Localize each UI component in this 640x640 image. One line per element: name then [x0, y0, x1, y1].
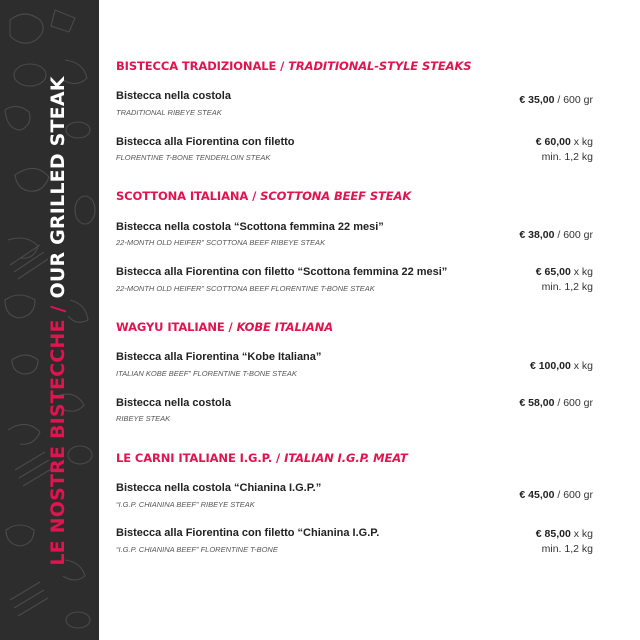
title-separator: /	[47, 305, 69, 313]
menu-item-name: Bistecca alla Fiorentina “Kobe Italiana”	[116, 351, 322, 363]
section-header-wagyu	[116, 320, 333, 334]
price-unit: / 600 gr	[554, 229, 593, 241]
section-header-scottona	[116, 189, 411, 203]
section-title-en: KOBE ITALIANA	[236, 320, 334, 334]
menu-item-price	[519, 94, 593, 106]
section-title-it: BISTECCA TRADIZIONALE	[116, 59, 277, 73]
menu-item-description: “I.G.P. CHIANINA BEEF” RIBEYE STEAK	[116, 500, 255, 509]
menu-item-description: 22-MONTH OLD HEIFER” SCOTTONA BEEF FLORENTINE T-BONE STEAK	[116, 284, 375, 293]
menu-item-price	[536, 528, 593, 540]
menu-item-name: Bistecca nella costola “Scottona femmina 22 mesi”	[116, 221, 384, 233]
price-value: € 35,00	[519, 94, 555, 106]
menu-item-price	[519, 489, 593, 501]
price-unit: / 600 gr	[554, 489, 593, 501]
menu-item-description: FLORENTINE T-BONE TENDERLOIN STEAK	[116, 153, 271, 162]
price-unit: / 600 gr	[554, 94, 593, 106]
menu-item-name: Bistecca nella costola	[116, 90, 231, 102]
section-title-en: ITALIAN I.G.P. MEAT	[284, 451, 408, 465]
section-title-it: WAGYU ITALIANE	[116, 320, 225, 334]
price-unit: x kg	[570, 266, 593, 278]
menu-item-minimum: min. 1,2 kg	[541, 543, 593, 555]
price-value: € 85,00	[535, 528, 571, 540]
menu-item-price	[530, 360, 593, 372]
price-value: € 38,00	[519, 229, 555, 241]
price-value: € 65,00	[535, 266, 571, 278]
menu-item-description: ITALIAN KOBE BEEF” FLORENTINE T-BONE STEAK	[116, 369, 297, 378]
menu-item-name: Bistecca nella costola “Chianina I.G.P.”	[116, 482, 322, 494]
section-header-traditional	[116, 59, 471, 73]
menu-item-price	[519, 229, 593, 241]
title-english: OUR GRILLED STEAK	[47, 76, 69, 299]
menu-item-description: TRADITIONAL RIBEYE STEAK	[116, 108, 222, 117]
price-unit: x kg	[570, 528, 593, 540]
menu-item-minimum: min. 1,2 kg	[541, 151, 593, 163]
menu-item-description: RIBEYE STEAK	[116, 414, 171, 423]
price-value: € 45,00	[519, 489, 555, 501]
menu-item-description: 22-MONTH OLD HEIFER” SCOTTONA BEEF RIBEYE STEAK	[116, 238, 326, 247]
section-header-igp	[116, 451, 408, 465]
menu-item-name: Bistecca alla Fiorentina con filetto “Chianina I.G.P.	[116, 527, 380, 539]
menu-item-name: Bistecca alla Fiorentina con filetto	[116, 136, 295, 148]
section-title-en: SCOTTONA BEEF STEAK	[260, 189, 412, 203]
menu-item-price	[536, 266, 593, 278]
title-italian: LE NOSTRE BISTECCHE	[47, 319, 69, 566]
price-unit: / 600 gr	[554, 397, 593, 409]
section-separator: /	[224, 320, 237, 334]
section-title-it: LE CARNI ITALIANE I.G.P.	[116, 451, 273, 465]
section-title-it: SCOTTONA ITALIANA	[116, 189, 249, 203]
price-value: € 60,00	[535, 136, 571, 148]
price-value: € 58,00	[519, 397, 555, 409]
section-separator: /	[248, 189, 261, 203]
price-unit: x kg	[570, 360, 593, 372]
menu-item-name: Bistecca nella costola	[116, 397, 231, 409]
price-unit: x kg	[570, 136, 593, 148]
menu-item-minimum: min. 1,2 kg	[541, 281, 593, 293]
section-separator: /	[276, 59, 289, 73]
vertical-page-title	[47, 76, 69, 565]
menu-item-name: Bistecca alla Fiorentina con filetto “Scottona femmina 22 mesi”	[116, 266, 448, 278]
section-title-en: TRADITIONAL-STYLE STEAKS	[288, 59, 472, 73]
price-value: € 100,00	[529, 360, 571, 372]
section-separator: /	[272, 451, 285, 465]
sidebar	[0, 0, 99, 640]
menu-item-description: “I.G.P. CHIANINA BEEF” FLORENTINE T-BONE	[116, 545, 278, 554]
menu-item-price	[519, 397, 593, 409]
menu-item-price	[536, 136, 593, 148]
